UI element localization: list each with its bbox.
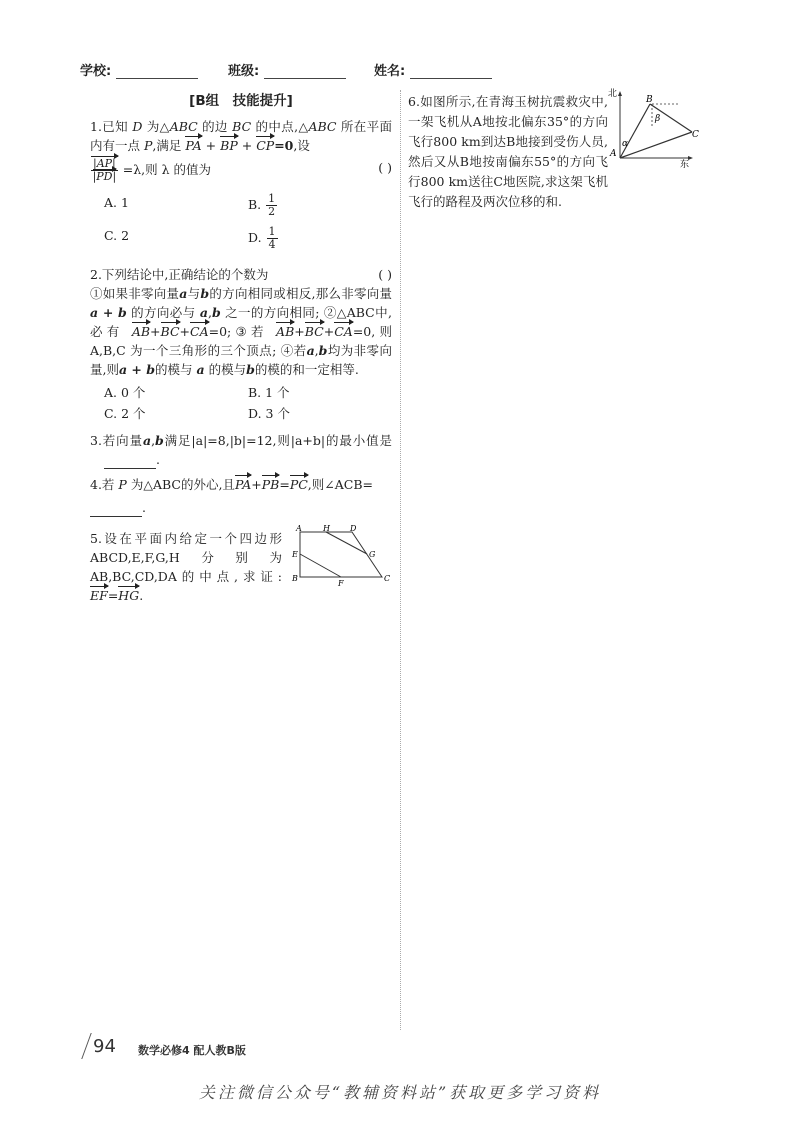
q3-text: 满足|a|=8,|b|=12,则|a+b|的最小值是 [163, 433, 392, 448]
page-number: 94 [93, 1036, 116, 1057]
label-a: A [610, 149, 617, 159]
statement-text: 的方向相同或相反,那么非零向量 [209, 286, 392, 301]
promo-text: 关注微信公众号“教辅资料站”获取更多学习资料 [198, 1083, 602, 1102]
quadrilateral-figure [290, 524, 394, 588]
label-b: B [292, 574, 298, 583]
plus-sign: + [241, 138, 253, 153]
q2-statements: ①如果非零向量a与b的方向相同或相反,那么非零向量 a + b 的方向必与 a,b 之一的方向相同; ②△ABC中,必有 AB+BC+CA=0;③若 AB+BC+CA=0,则 A,B,C 为一个三角形的三个顶点; ④若a,b均为非零向量,则a + b的模与 a 的模与b的模的和一定相等. [90, 286, 392, 377]
ratio-fraction [91, 158, 118, 183]
q1-var: D [132, 119, 143, 134]
north-arrow [618, 91, 622, 96]
option-b [248, 193, 392, 218]
option-d [248, 226, 392, 251]
school-blank [116, 64, 198, 79]
q4-var: P [118, 477, 127, 492]
flight-path-figure [608, 88, 698, 168]
q1-var: BC [232, 119, 252, 134]
vector-PA: PA [185, 138, 202, 153]
answer-paren: ( ) [378, 160, 392, 175]
vector-BC: BC [160, 324, 180, 339]
school-label: 学校: [80, 64, 112, 79]
vec-a: a [142, 433, 152, 448]
q1-text: 所在平面内有一点 [90, 119, 392, 153]
q1-var: ABC [169, 119, 198, 134]
label-d: D [350, 524, 357, 533]
label-g: G [369, 550, 376, 559]
book-title: 数学必修4 配人教B版 [138, 1044, 246, 1057]
vector-PA: PA [234, 477, 252, 492]
statement-text: 与 [187, 286, 201, 301]
footer-slash [81, 1033, 92, 1059]
statement-text: 的方向必与 [131, 305, 196, 320]
statement-text: =0; [208, 324, 232, 339]
option-label: D. [248, 230, 262, 245]
label-b: B [646, 95, 653, 105]
q1-text: 的边 [202, 119, 228, 134]
label-h: H [323, 524, 330, 533]
option-a: A. 1 [104, 195, 129, 210]
statement-text: ④若 [280, 343, 307, 358]
q3-text: 3.若向量 [90, 433, 143, 448]
option-b: B. 1 个 [248, 385, 290, 400]
q5-end: . [139, 588, 144, 603]
vec-a: a [196, 362, 205, 377]
label-c: C [692, 130, 699, 140]
plus-sign: + [205, 138, 217, 153]
question-4: 4.若 P 为△ABC的外心,且PA+PB=PC,则∠ACB= . [90, 477, 373, 515]
vector-BC: BC [304, 324, 324, 339]
segment-ef [300, 554, 341, 577]
label-alpha: α [622, 139, 629, 149]
school-field [80, 60, 198, 79]
numerator: 1 [268, 225, 276, 238]
name-field [374, 60, 492, 79]
label-east: 东 [680, 160, 690, 170]
vec-b: b [200, 286, 210, 301]
answer-blank[interactable] [104, 456, 156, 469]
name-blank [410, 64, 492, 79]
column-divider [400, 90, 401, 1030]
q1-text: ,设 [293, 138, 310, 153]
vec-b: b [212, 305, 221, 320]
vector-PB: PB [261, 477, 280, 492]
q1-text: =λ,则 λ 的值为 [122, 162, 211, 177]
question-6 [408, 92, 608, 212]
answer-paren: ( ) [378, 267, 392, 282]
name-label: 姓名: [374, 64, 406, 79]
answer-blank[interactable] [90, 504, 142, 517]
q4-text: ,则∠ACB= [307, 477, 373, 492]
question-2 [90, 265, 392, 425]
vector-CA: CA [334, 324, 353, 339]
statement-text: ③若 [231, 324, 268, 339]
right-column [408, 92, 608, 218]
vector-PC: PC [289, 477, 308, 492]
zero-vector: =0 [274, 138, 294, 153]
q5-text: 5.设在平面内给定一个四边形ABCD,E,F,G,H分别为AB,BC,CD,DA的中点,求证: [90, 531, 282, 584]
option-c: C. 2 [104, 228, 130, 243]
option-a: A. 0 个 [104, 385, 146, 400]
question-3: 3.若向量a,b满足|a|=8,|b|=12,则|a+b|的最小值是. [90, 433, 392, 467]
option-fraction [267, 226, 278, 251]
statement-text: ①如果非零向量 [90, 286, 180, 301]
denominator: 2 [268, 205, 276, 218]
section-title: [B组 技能提升] [189, 93, 293, 109]
path-ab [620, 104, 650, 158]
denominator: |PD| [92, 170, 117, 183]
statement-text: ②△ABC中,必有 [90, 305, 392, 339]
q1-options [104, 193, 392, 259]
q2-stem: 2.下列结论中,正确结论的个数为 [90, 267, 269, 282]
vector-HG: HG [118, 588, 140, 603]
statement-text: 的模与 [208, 362, 247, 377]
vector-AB: AB [131, 324, 151, 339]
vec-b: b [155, 433, 164, 448]
vec-b: b [246, 362, 255, 377]
statement-text: 均为非零向量,则 [90, 343, 392, 377]
vec-a: a [199, 305, 209, 320]
q1-text: 1.已知 [90, 119, 129, 134]
statement-text: =0,则 A,B,C 为一个三角形的三个顶点; [90, 324, 392, 358]
q2-options [104, 383, 392, 425]
vec-sum: a + b [118, 362, 156, 377]
label-beta: β [655, 114, 661, 124]
vector-CP: CP [256, 138, 275, 153]
q1-text: 的中点,△ [255, 119, 309, 134]
vector-CA: CA [190, 324, 209, 339]
label-c: C [384, 574, 391, 583]
vec-a: a [179, 286, 188, 301]
question-1 [90, 117, 392, 259]
q1-var: ABC [308, 119, 337, 134]
label-f: F [338, 579, 344, 588]
class-blank [264, 64, 346, 79]
vec-a: a [306, 343, 315, 358]
statement-text: 之一的方向相同; [225, 305, 320, 320]
segment-hg [326, 532, 367, 554]
statement-text: 的模的和一定相等. [254, 362, 359, 377]
statement-text: 的模与 [155, 362, 193, 377]
label-a: A [296, 524, 302, 533]
vector-AB: AB [276, 324, 295, 339]
equals-sign: = [107, 588, 119, 603]
q6-text: 6.如图所示,在青海玉树抗震救灾中,一架飞机从A地按北偏东35°的方向飞行800 km到达B地接到受伤人员,然后又从B地按南偏东55°的方向飞行800 km送往C地医院,求这架飞机飞行的路程及两次位移的和. [408, 94, 608, 209]
q4-text: 为△ABC的外心,且 [130, 477, 235, 492]
option-fraction [266, 193, 277, 218]
vector-BP: BP [220, 138, 238, 153]
numerator: 1 [268, 192, 276, 205]
q4-text: 4.若 [90, 477, 115, 492]
vec-sum: a + b [90, 305, 127, 320]
option-c: C. 2 个 [104, 406, 146, 421]
vec-b: b [318, 343, 328, 358]
path-ac [620, 132, 692, 158]
q1-text: ,满足 [152, 138, 182, 153]
q3-end: . [156, 452, 160, 467]
class-field [228, 60, 346, 79]
question-5 [90, 524, 392, 605]
q1-var: P [144, 138, 153, 153]
option-d: D. 3 个 [248, 406, 290, 421]
class-label: 班级: [228, 64, 260, 79]
vector-EF: EF [90, 588, 108, 603]
label-north: 北 [608, 89, 618, 99]
left-column [90, 92, 392, 611]
q4-end: . [142, 500, 146, 515]
option-label: B. [248, 197, 262, 212]
label-e: E [292, 550, 298, 559]
numerator: |AP| [93, 157, 116, 170]
denominator: 4 [268, 238, 276, 251]
q1-text: 为△ [146, 119, 170, 134]
